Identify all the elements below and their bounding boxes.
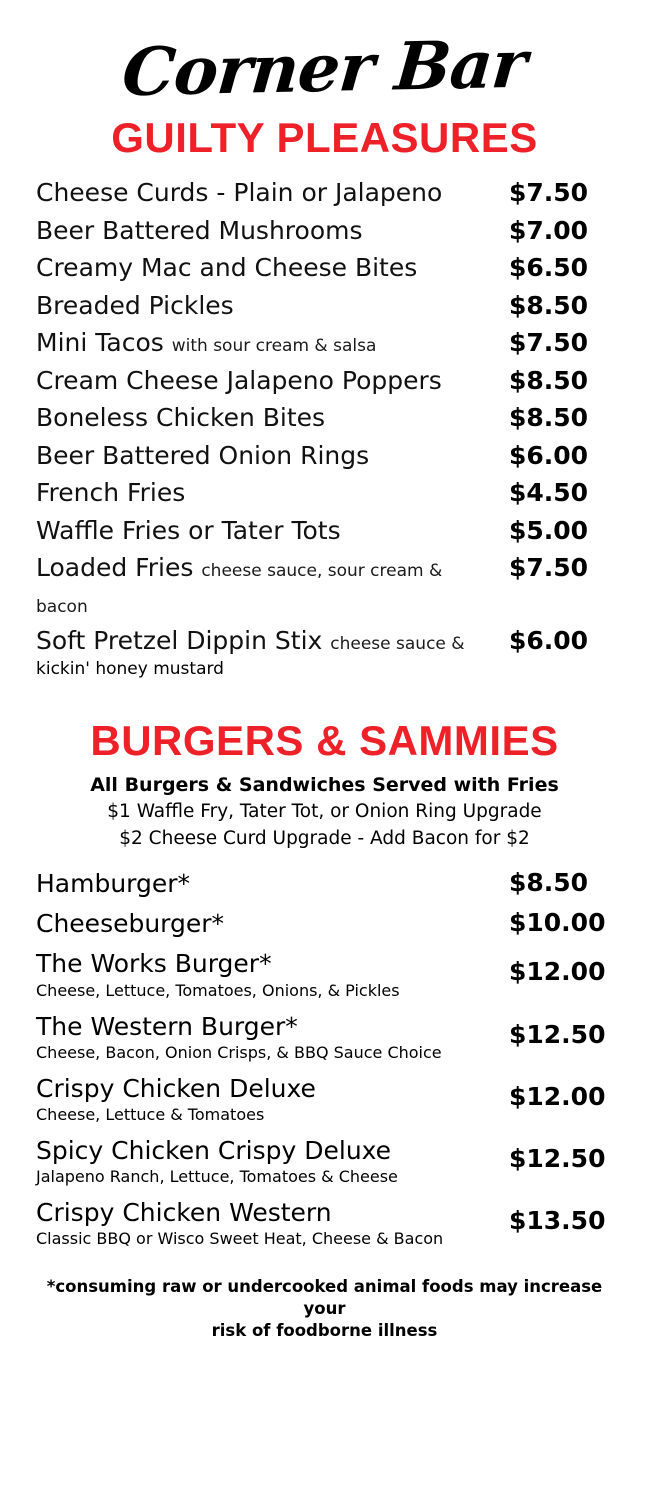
item-price: $13.50: [509, 1205, 606, 1235]
list-item: [28, 948, 621, 1001]
item-description: Cheese, Lettuce & Tomatoes: [36, 1104, 265, 1124]
item-name: Cheeseburger*: [36, 909, 225, 939]
item-text: [36, 868, 509, 899]
item-price: $8.50: [509, 867, 589, 897]
item-price: $7.50: [509, 328, 589, 358]
list-item: [28, 1135, 621, 1188]
footnote: [28, 1276, 621, 1343]
item-name: Crispy Chicken Western: [36, 1197, 332, 1227]
item-description: cheese sauce, sour cream & bacon: [36, 561, 443, 617]
item-name-wrap: [36, 475, 509, 511]
item-text: [36, 1011, 509, 1064]
item-name: Boneless Chicken Bites: [36, 403, 326, 433]
item-description: Cheese, Lettuce, Tomatoes, Onions, & Pickles: [36, 980, 400, 1000]
item-name-wrap: [36, 250, 509, 286]
item-description: with sour cream & salsa: [171, 336, 377, 357]
list-item: [28, 475, 621, 511]
item-price: $12.00: [509, 1081, 606, 1111]
item-text: [36, 1135, 509, 1188]
item-name: Creamy Mac and Cheese Bites: [36, 253, 418, 283]
brand-name: Corner Bar: [119, 24, 530, 112]
burgers-list: [28, 868, 621, 1250]
burgers-subheader-line-3: $2 Cheese Curd Upgrade - Add Bacon for $2: [119, 827, 530, 849]
item-name-wrap: [36, 175, 509, 211]
footnote-line-2: risk of foodborne illness: [211, 1321, 438, 1341]
item-price: $5.00: [509, 515, 589, 545]
item-text: [36, 908, 509, 939]
item-name: The Works Burger*: [36, 949, 272, 979]
list-item: [28, 513, 621, 549]
item-price: $12.50: [509, 1143, 606, 1173]
list-item: [28, 288, 621, 324]
item-price: $6.00: [509, 626, 589, 656]
list-item: [28, 363, 621, 399]
item-name: Loaded Fries: [36, 553, 194, 583]
item-price: $8.50: [509, 403, 589, 433]
item-name: Crispy Chicken Deluxe: [36, 1073, 316, 1103]
list-item: [28, 623, 621, 659]
burgers-subheader-line-2: $1 Waffle Fry, Tater Tot, or Onion Ring Upgrade: [107, 801, 542, 823]
item-name-wrap: [36, 438, 509, 474]
list-item: [28, 550, 621, 621]
item-name-wrap: [36, 623, 509, 659]
item-name: Beer Battered Mushrooms: [36, 215, 363, 245]
item-price: $8.50: [509, 365, 589, 395]
list-item: [28, 175, 621, 211]
list-item: [28, 400, 621, 436]
item-text: [36, 1073, 509, 1126]
list-item: [28, 325, 621, 361]
item-name: Beer Battered Onion Rings: [36, 440, 370, 470]
item-description-continued: kickin' honey mustard: [36, 658, 224, 679]
list-item: [28, 908, 621, 939]
item-name-wrap: [36, 400, 509, 436]
item-description: Cheese, Bacon, Onion Crisps, & BBQ Sauce Choice: [36, 1042, 442, 1062]
guilty-pleasures-list: [28, 175, 621, 680]
list-item: [28, 1011, 621, 1064]
item-name: Waffle Fries or Tater Tots: [36, 515, 341, 545]
section-heading-burgers-sammies: BURGERS & SAMMIES: [90, 716, 559, 764]
item-description: Classic BBQ or Wisco Sweet Heat, Cheese & Bacon: [36, 1228, 444, 1248]
item-price: $6.50: [509, 253, 589, 283]
list-item: [28, 438, 621, 474]
item-name: Hamburger*: [36, 868, 191, 898]
item-name: Breaded Pickles: [36, 290, 234, 320]
item-description: cheese sauce &: [330, 634, 465, 655]
footnote-line-1: *consuming raw or undercooked animal foods may increase your: [46, 1276, 603, 1318]
list-item: [28, 1197, 621, 1250]
item-name: French Fries: [36, 478, 186, 508]
burgers-subheader-line-1: All Burgers & Sandwiches Served with Fries: [90, 773, 559, 796]
item-price: $7.50: [509, 553, 589, 583]
item-name: Soft Pretzel Dippin Stix: [36, 626, 323, 656]
item-name-wrap: [36, 213, 509, 249]
item-price: $4.50: [509, 478, 589, 508]
item-price: $12.00: [509, 957, 606, 987]
list-item: [28, 213, 621, 249]
item-price: $8.50: [509, 290, 589, 320]
item-text: [36, 948, 509, 1001]
list-item: [28, 868, 621, 899]
item-name-wrap: [36, 325, 509, 361]
list-item: [28, 1073, 621, 1126]
brand-logo: [28, 0, 621, 112]
item-name: Cream Cheese Jalapeno Poppers: [36, 365, 442, 395]
section-heading-guilty-pleasures: GUILTY PLEASURES: [111, 114, 538, 162]
item-text: [36, 1197, 509, 1250]
item-name: Cheese Curds - Plain or Jalapeno: [36, 178, 443, 208]
item-name: The Western Burger*: [36, 1011, 298, 1041]
item-description: Jalapeno Ranch, Lettuce, Tomatoes & Cheese: [36, 1166, 398, 1186]
burgers-subheader: [28, 772, 621, 852]
list-item: [28, 250, 621, 286]
item-price: $7.00: [509, 215, 589, 245]
item-name: Mini Tacos: [36, 328, 164, 358]
item-price: $10.00: [509, 908, 606, 938]
item-name: Spicy Chicken Crispy Deluxe: [36, 1135, 392, 1165]
item-name-wrap: [36, 288, 509, 324]
item-name-wrap: [36, 363, 509, 399]
item-price: $12.50: [509, 1019, 606, 1049]
item-price: $7.50: [509, 178, 589, 208]
item-name-wrap: [36, 513, 509, 549]
item-price: $6.00: [509, 440, 589, 470]
item-name-wrap: [36, 550, 509, 621]
